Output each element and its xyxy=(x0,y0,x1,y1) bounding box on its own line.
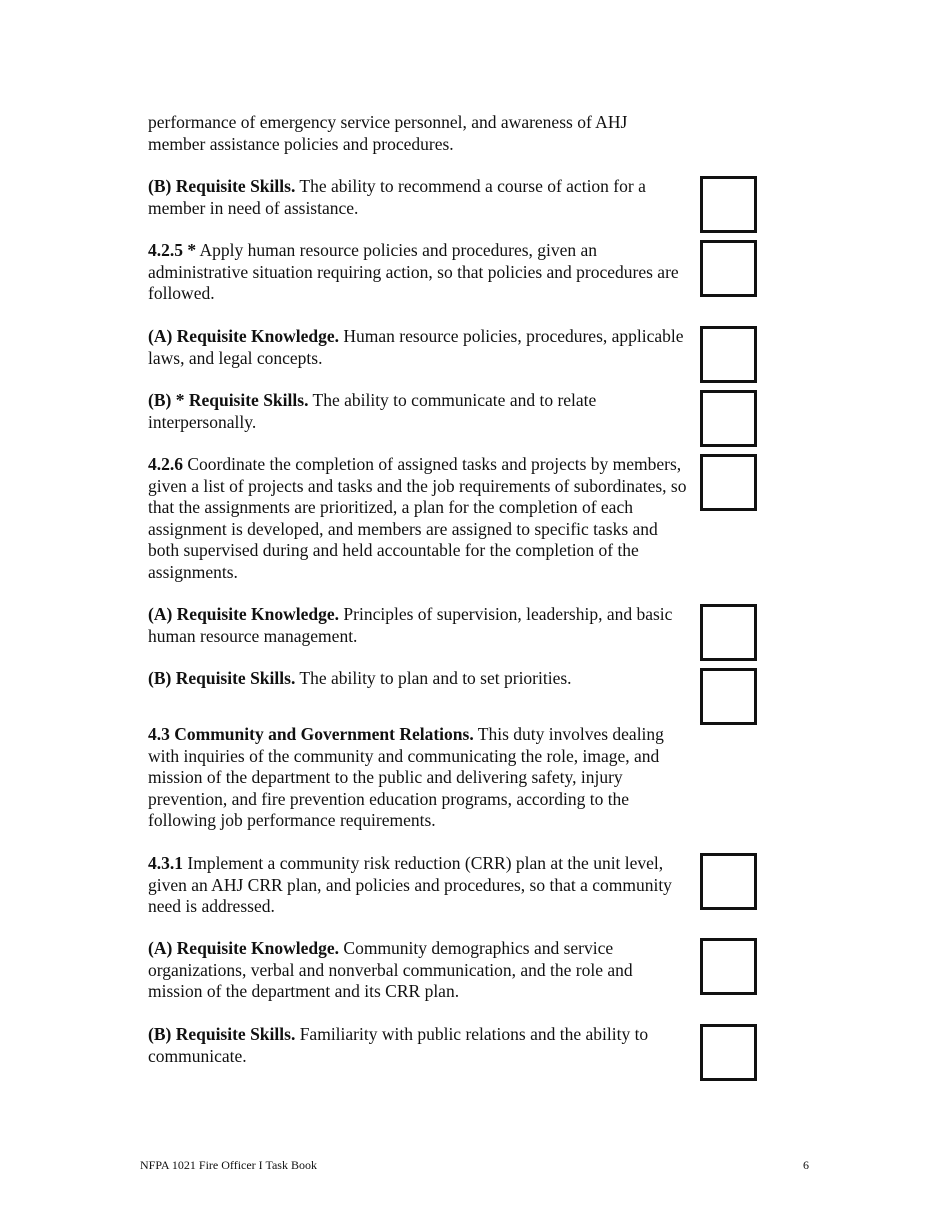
footer-title: NFPA 1021 Fire Officer I Task Book xyxy=(140,1158,317,1172)
paragraph-text: This duty involves dealing with inquiries of the community and communicating the role, image, and mission of the department to the public and delivering safety, injury prevention, and fire prevention education programs, according to the following job performance requirements. xyxy=(148,724,664,830)
paragraph-text: Apply human resource policies and procedures, given an administrative situation requiring action, so that policies and procedures are followed. xyxy=(148,240,679,303)
paragraph-4-2-5-knowledge xyxy=(148,326,688,369)
signoff-checkbox[interactable] xyxy=(700,240,757,297)
signoff-checkbox[interactable] xyxy=(700,938,757,995)
paragraph-text: Coordinate the completion of assigned tasks and projects by members, given a list of projects and tasks and the job requirements of subordinates, so that the assignments are prioritized, a plan for the completion of each assignment is developed, and members are assigned to specific tasks and both supervised during and held accountable for the completion of the assignments. xyxy=(148,454,687,582)
paragraph-4-3-1 xyxy=(148,853,688,918)
page-number: 6 xyxy=(803,1158,809,1172)
paragraph-4-3-1-knowledge xyxy=(148,938,688,1003)
paragraph-text: The ability to communicate and to relate interpersonally. xyxy=(148,390,597,432)
paragraph-member-assistance-continued: performance of emergency service personnel, and awareness of AHJ member assistance policies and procedures. xyxy=(148,112,628,154)
signoff-checkbox[interactable] xyxy=(700,454,757,511)
signoff-checkbox[interactable] xyxy=(700,668,757,725)
paragraph-text: Community demographics and service organizations, verbal and nonverbal communication, and the role and mission of the department and its CRR plan. xyxy=(148,938,633,1001)
paragraph-label: 4.2.6 xyxy=(148,454,183,474)
paragraph-label: (B) Requisite Skills. xyxy=(148,668,296,688)
paragraph-text: The ability to plan and to set priorities. xyxy=(295,668,572,688)
signoff-checkbox[interactable] xyxy=(700,390,757,447)
paragraph-label: 4.3 Community and Government Relations. xyxy=(148,724,474,744)
signoff-checkbox[interactable] xyxy=(700,853,757,910)
paragraph-label: 4.3.1 xyxy=(148,853,183,873)
paragraph-4-2-5-skills xyxy=(148,390,688,433)
signoff-checkbox[interactable] xyxy=(700,176,757,233)
paragraph-label: (B) * Requisite Skills. xyxy=(148,390,309,410)
paragraph-4-3-1-skills xyxy=(148,1024,688,1067)
paragraph-label: (B) Requisite Skills. xyxy=(148,1024,296,1044)
paragraph-label: (A) Requisite Knowledge. xyxy=(148,604,340,624)
section-4-3-heading xyxy=(148,724,688,832)
paragraph-4-2-4-skills xyxy=(148,176,688,219)
paragraph-4-2-6-skills xyxy=(148,668,688,690)
paragraph-4-2-5 xyxy=(148,240,688,305)
paragraph-label: (A) Requisite Knowledge. xyxy=(148,938,340,958)
signoff-checkbox[interactable] xyxy=(700,326,757,383)
signoff-checkbox[interactable] xyxy=(700,1024,757,1081)
paragraph-4-2-6-knowledge xyxy=(148,604,688,647)
signoff-checkbox[interactable] xyxy=(700,604,757,661)
paragraph-text: Familiarity with public relations and the ability to communicate. xyxy=(148,1024,649,1066)
paragraph-label: (B) Requisite Skills. xyxy=(148,176,296,196)
paragraph-text: Human resource policies, procedures, applicable laws, and legal concepts. xyxy=(148,326,684,368)
paragraph-label: (A) Requisite Knowledge. xyxy=(148,326,340,346)
paragraph-4-2-6 xyxy=(148,454,688,583)
paragraph-label: 4.2.5 * xyxy=(148,240,197,260)
paragraph-text: Principles of supervision, leadership, and basic human resource management. xyxy=(148,604,673,646)
paragraph-text: Implement a community risk reduction (CRR) plan at the unit level, given an AHJ CRR plan, and policies and procedures, so that a community need is addressed. xyxy=(148,853,672,916)
paragraph-text: The ability to recommend a course of action for a member in need of assistance. xyxy=(148,176,646,218)
